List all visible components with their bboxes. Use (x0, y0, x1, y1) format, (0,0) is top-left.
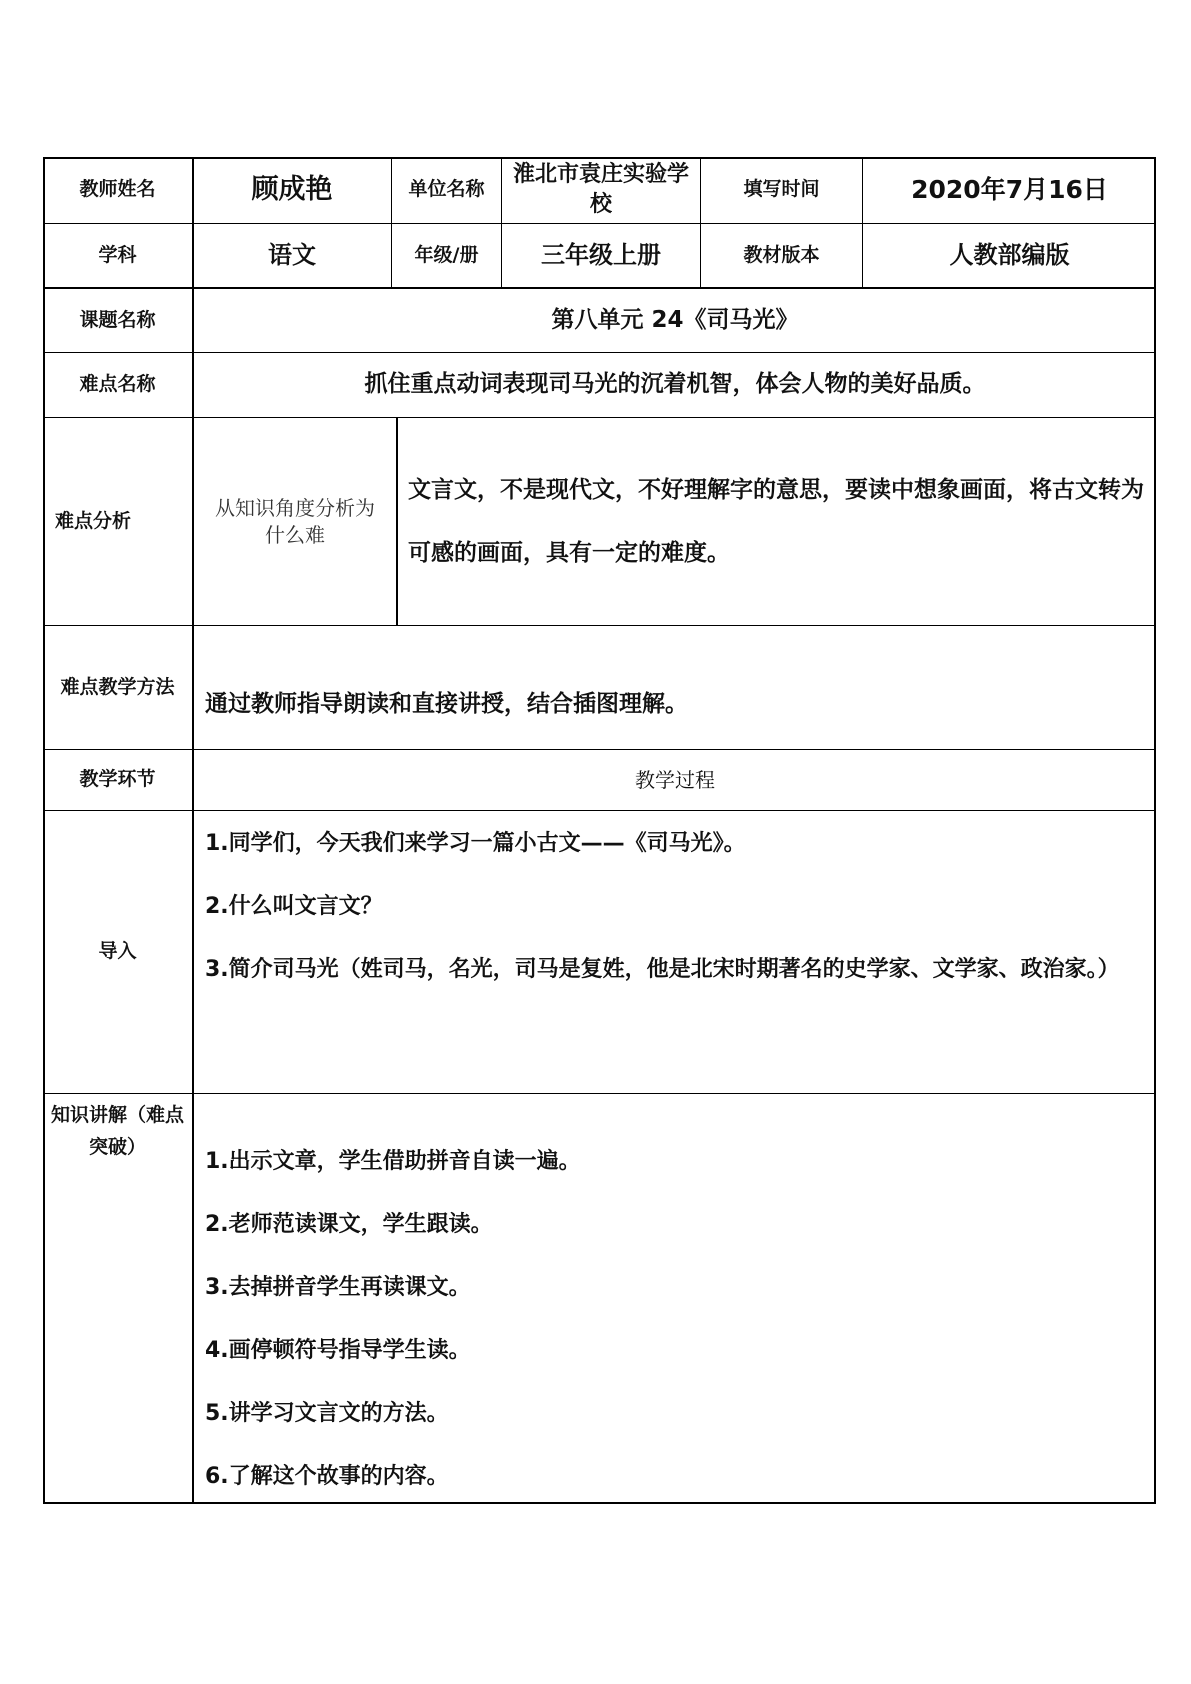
topic-value: 第八单元 24《司马光》 (551, 306, 799, 333)
explain-item: 5.讲学习文言文的方法。 (205, 1401, 449, 1426)
analysis-sub-label: 从知识角度分析为什么难 (215, 495, 375, 547)
intro-item: 1.同学们，今天我们来学习一篇小古文——《司马光》。 (205, 831, 746, 856)
grade-value: 三年级上册 (541, 241, 661, 270)
explain-label: 知识讲解（难点突破） (50, 1104, 184, 1158)
grade-label: 年级/册 (414, 243, 479, 266)
intro-item: 3.简介司马光（姓司马，名光，司马是复姓，他是北宋时期著名的史学家、文学家、政治家。） (205, 957, 1120, 982)
subject-label: 学科 (98, 243, 137, 266)
method-content: 通过教师指导朗读和直接讲授，结合插图理解。 (205, 690, 688, 717)
topic-label: 课题名称 (79, 308, 156, 331)
intro-label: 导入 (98, 940, 137, 963)
intro-item: 2.什么叫文言文？ (205, 894, 383, 919)
unit-name: 淮北市袁庄实验学校 (512, 162, 689, 217)
explain-list (205, 1130, 1150, 1508)
date-label: 填写时间 (743, 178, 820, 201)
date-value: 2020年7月16日 (911, 175, 1108, 205)
method-label: 难点教学方法 (60, 675, 175, 698)
process-label: 教学过程 (635, 767, 715, 792)
intro-list (205, 812, 1150, 1001)
explain-item: 1.出示文章，学生借助拼音自读一遍。 (205, 1149, 581, 1174)
difficulty-label: 难点名称 (79, 373, 156, 396)
explain-item: 3.去掉拼音学生再读课文。 (205, 1275, 471, 1300)
edition-value: 人教部编版 (949, 241, 1070, 270)
unit-label: 单位名称 (408, 178, 485, 201)
teacher-label: 教师姓名 (79, 178, 156, 201)
stage-label: 教学环节 (79, 768, 156, 791)
explain-item: 6.了解这个故事的内容。 (205, 1464, 449, 1489)
analysis-content: 文言文，不是现代文，不好理解字的意思，要读中想象画面，将古文转为可感的画面，具有一定的难度。 (408, 476, 1144, 566)
subject-value: 语文 (268, 241, 316, 270)
explain-item: 4.画停顿符号指导学生读。 (205, 1338, 471, 1363)
teacher-name: 顾成艳 (251, 173, 333, 205)
difficulty-value: 抓住重点动词表现司马光的沉着机智，体会人物的美好品质。 (364, 371, 986, 398)
analysis-label: 难点分析 (55, 509, 132, 532)
edition-label: 教材版本 (743, 243, 820, 266)
explain-item: 2.老师范读课文，学生跟读。 (205, 1212, 493, 1237)
